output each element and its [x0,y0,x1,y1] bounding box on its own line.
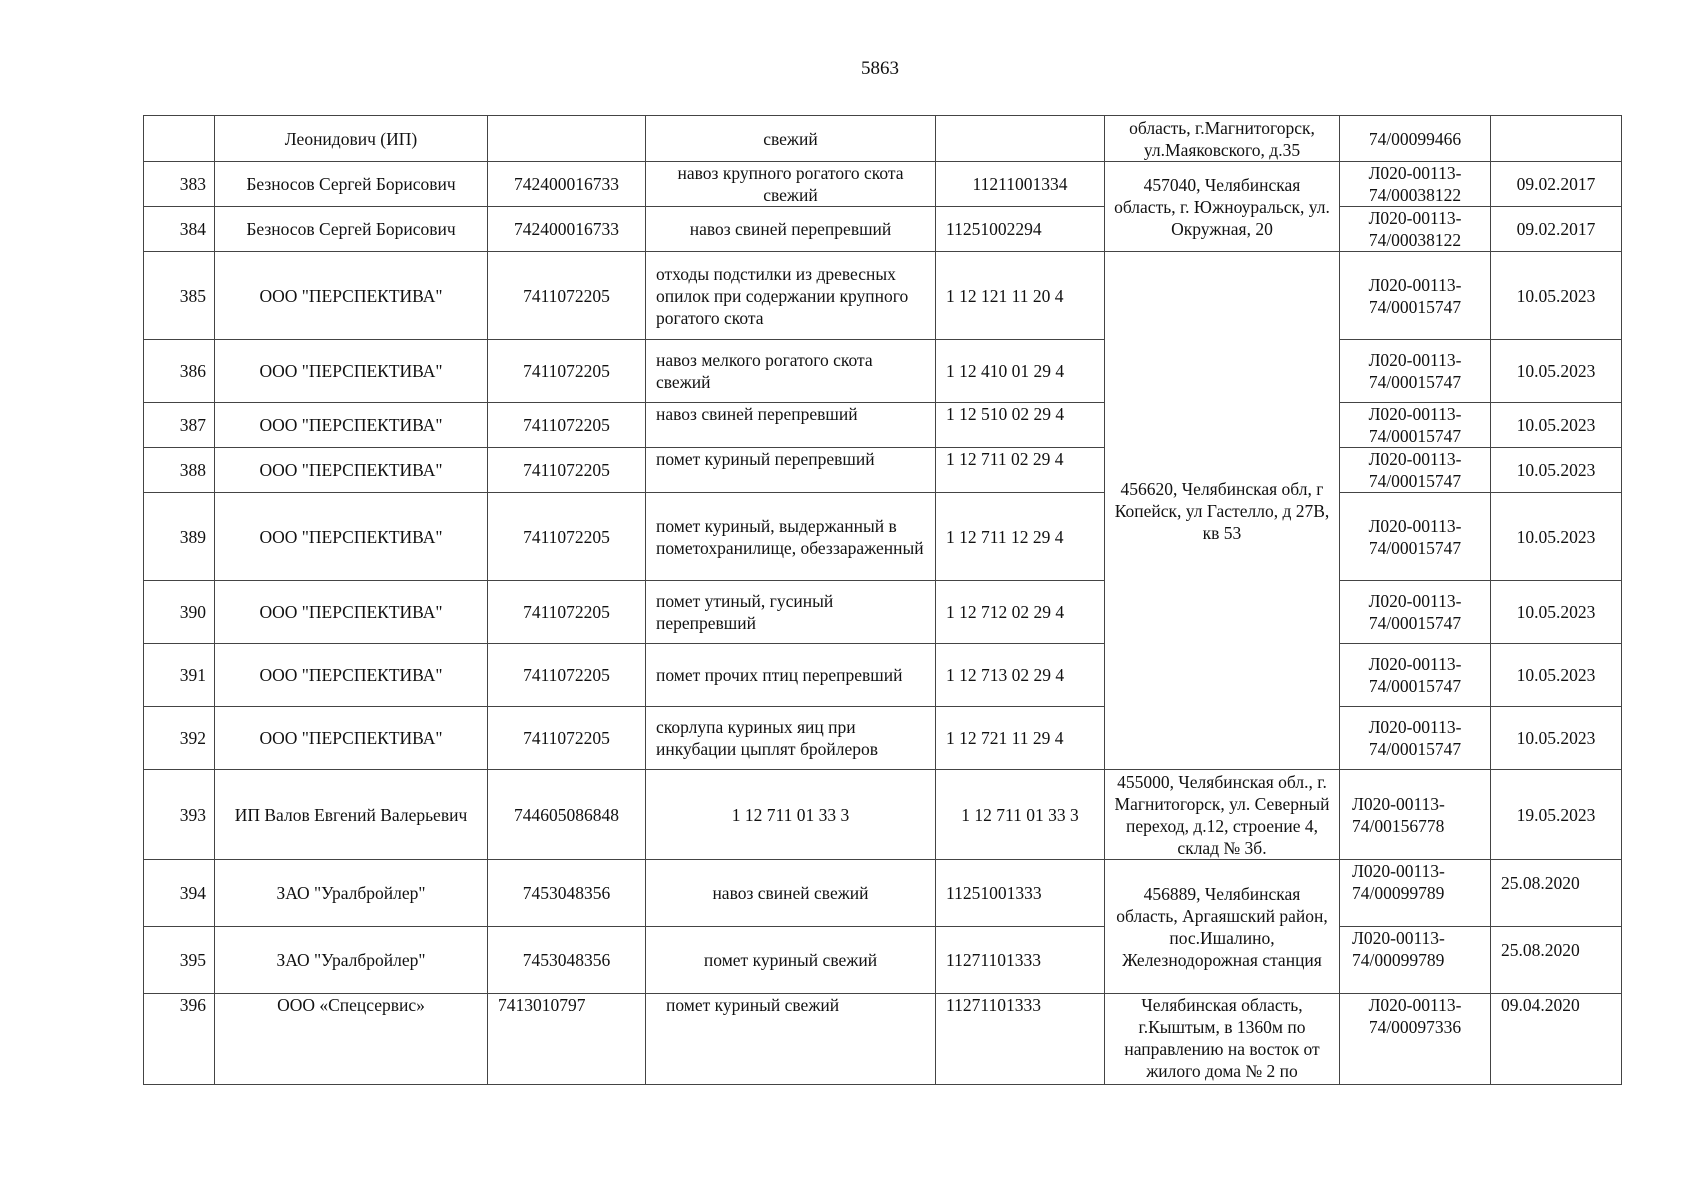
row-number [144,116,215,162]
license-number: Л020-00113-74/00015747 [1340,403,1491,448]
row-number: 387 [144,403,215,448]
address: 455000, Челябинская обл., г. Магнитогорск, ул. Северный переход, д.12, строение 4, склад № 3б. [1105,770,1340,860]
waste-code: 1 12 121 11 20 4 [936,252,1105,340]
address: область, г.Магнитогорск, ул.Маяковского, д.35 [1105,116,1340,162]
company-name: ООО "ПЕРСПЕКТИВА" [215,581,488,644]
waste-type: навоз свиней свежий [646,860,936,927]
waste-type: навоз свиней перепревший [646,403,936,448]
company-name: ЗАО "Уралбройлер" [215,860,488,927]
inn: 7411072205 [488,340,646,403]
waste-type: помет куриный, выдержанный в пометохранилище, обеззараженный [646,493,936,581]
company-name: ООО "ПЕРСПЕКТИВА" [215,644,488,707]
waste-code: 1 12 712 02 29 4 [936,581,1105,644]
address: 456620, Челябинская обл, г Копейск, ул Гастелло, д 27В, кв 53 [1105,252,1340,770]
waste-code: 11251001333 [936,860,1105,927]
license-date: 19.05.2023 [1491,770,1622,860]
table-row [144,644,1622,707]
license-number: Л020-00113-74/00099789 [1340,927,1491,994]
license-date: 25.08.2020 [1491,927,1622,994]
waste-code: 11271101333 [936,927,1105,994]
license-date: 10.05.2023 [1491,493,1622,581]
row-number: 392 [144,707,215,770]
license-date: 10.05.2023 [1491,403,1622,448]
waste-type: навоз мелкого рогатого скота свежий [646,340,936,403]
license-date: 09.02.2017 [1491,162,1622,207]
waste-license-table [143,115,1622,1085]
table-row [144,252,1622,340]
table-row [144,162,1622,207]
inn: 7411072205 [488,252,646,340]
row-number: 384 [144,207,215,252]
license-number: Л020-00113-74/00015747 [1340,340,1491,403]
license-date: 09.04.2020 [1491,994,1622,1085]
company-name: ООО "ПЕРСПЕКТИВА" [215,493,488,581]
waste-code: 1 12 711 02 29 4 [936,448,1105,493]
company-name: ООО "ПЕРСПЕКТИВА" [215,403,488,448]
waste-code: 1 12 711 01 33 3 [936,770,1105,860]
inn: 742400016733 [488,207,646,252]
license-number: Л020-00113-74/00015747 [1340,493,1491,581]
inn: 744605086848 [488,770,646,860]
row-number: 395 [144,927,215,994]
company-name: Безносов Сергей Борисович [215,162,488,207]
waste-code: 1 12 510 02 29 4 [936,403,1105,448]
inn: 7411072205 [488,493,646,581]
table-row [144,860,1622,927]
inn: 7413010797 [488,994,646,1085]
license-date [1491,116,1622,162]
license-date: 10.05.2023 [1491,252,1622,340]
license-number: Л020-00113-74/00015747 [1340,581,1491,644]
waste-code: 1 12 711 12 29 4 [936,493,1105,581]
inn: 7411072205 [488,581,646,644]
company-name: Леонидович (ИП) [215,116,488,162]
company-name: ООО "ПЕРСПЕКТИВА" [215,448,488,493]
inn [488,116,646,162]
row-number: 386 [144,340,215,403]
waste-code: 11211001334 [936,162,1105,207]
license-date: 25.08.2020 [1491,860,1622,927]
row-number: 385 [144,252,215,340]
license-number: Л020-00113-74/00015747 [1340,644,1491,707]
inn: 7411072205 [488,707,646,770]
company-name: ИП Валов Евгений Валерьевич [215,770,488,860]
license-number: Л020-00113-74/00156778 [1340,770,1491,860]
waste-code [936,116,1105,162]
license-number: Л020-00113-74/00015747 [1340,707,1491,770]
page-number: 5863 [861,58,899,79]
inn: 742400016733 [488,162,646,207]
waste-type: помет куриный свежий [646,994,936,1085]
row-number: 393 [144,770,215,860]
table-row [144,994,1622,1085]
waste-type: помет куриный перепревший [646,448,936,493]
license-number: Л020-00113-74/00015747 [1340,252,1491,340]
table-row [144,770,1622,860]
row-number: 394 [144,860,215,927]
license-date: 10.05.2023 [1491,581,1622,644]
license-number: Л020-00113-74/00038122 [1340,207,1491,252]
license-date: 09.02.2017 [1491,207,1622,252]
table-row [144,493,1622,581]
table-row [144,403,1622,448]
license-number: 74/00099466 [1340,116,1491,162]
row-number: 396 [144,994,215,1085]
waste-code: 1 12 713 02 29 4 [936,644,1105,707]
waste-type: скорлупа куриных яиц при инкубации цыплят бройлеров [646,707,936,770]
table-row [144,707,1622,770]
table-row [144,448,1622,493]
table-row [144,116,1622,162]
address: 457040, Челябинская область, г. Южноуральск, ул. Окружная, 20 [1105,162,1340,252]
license-date: 10.05.2023 [1491,644,1622,707]
license-date: 10.05.2023 [1491,707,1622,770]
license-date: 10.05.2023 [1491,340,1622,403]
waste-type: свежий [646,116,936,162]
inn: 7453048356 [488,860,646,927]
address: 456889, Челябинская область, Аргаяшский район, пос.Ишалино, Железнодорожная станция [1105,860,1340,994]
waste-code: 1 12 721 11 29 4 [936,707,1105,770]
waste-code: 1 12 410 01 29 4 [936,340,1105,403]
waste-code: 11251002294 [936,207,1105,252]
table-row [144,927,1622,994]
company-name: ООО "ПЕРСПЕКТИВА" [215,340,488,403]
inn: 7411072205 [488,448,646,493]
company-name: Безносов Сергей Борисович [215,207,488,252]
company-name: ООО "ПЕРСПЕКТИВА" [215,707,488,770]
waste-type: помет прочих птиц перепревший [646,644,936,707]
license-number: Л020-00113-74/00038122 [1340,162,1491,207]
row-number: 389 [144,493,215,581]
license-date: 10.05.2023 [1491,448,1622,493]
waste-code: 11271101333 [936,994,1105,1085]
address: Челябинская область, г.Кыштым, в 1360м по направлению на восток от жилого дома № 2 по [1105,994,1340,1085]
waste-type: помет куриный свежий [646,927,936,994]
row-number: 388 [144,448,215,493]
waste-type: помет утиный, гусиный перепревший [646,581,936,644]
table-row [144,340,1622,403]
license-number: Л020-00113-74/00015747 [1340,448,1491,493]
waste-type: отходы подстилки из древесных опилок при содержании крупного рогатого скота [646,252,936,340]
license-number: Л020-00113-74/00097336 [1340,994,1491,1085]
waste-type: навоз крупного рогатого скота свежий [646,162,936,207]
row-number: 391 [144,644,215,707]
inn: 7411072205 [488,644,646,707]
company-name: ЗАО "Уралбройлер" [215,927,488,994]
company-name: ООО «Спецсервис» [215,994,488,1085]
license-number: Л020-00113-74/00099789 [1340,860,1491,927]
inn: 7411072205 [488,403,646,448]
row-number: 390 [144,581,215,644]
waste-type: навоз свиней перепревший [646,207,936,252]
table-row [144,581,1622,644]
waste-type: 1 12 711 01 33 3 [646,770,936,860]
company-name: ООО "ПЕРСПЕКТИВА" [215,252,488,340]
table-row [144,207,1622,252]
row-number: 383 [144,162,215,207]
inn: 7453048356 [488,927,646,994]
